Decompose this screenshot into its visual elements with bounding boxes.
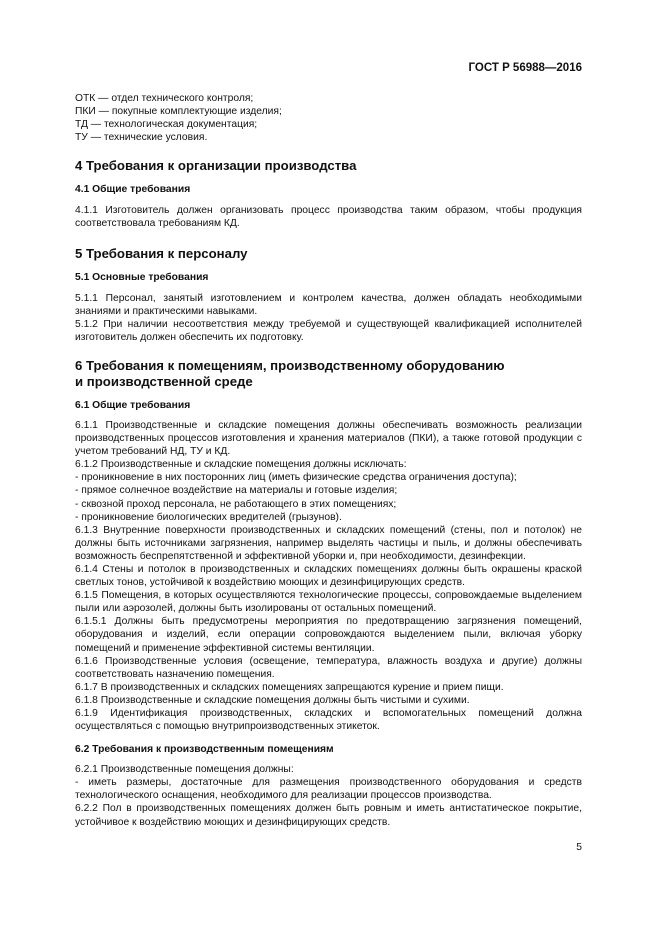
section-5-title: 5 Требования к персоналу xyxy=(75,245,248,261)
subsection-5-1-title: 5.1 Основные требования xyxy=(75,271,209,283)
list-item: - сквозной проход персонала, не работающего в этих помещениях; xyxy=(75,498,397,510)
abbreviation-item: ТД — технологическая документация; xyxy=(75,119,258,131)
standard-number: ГОСТ Р 56988—2016 xyxy=(468,62,582,74)
page-content xyxy=(75,92,582,829)
paragraph-5-1-1: 5.1.1 Персонал, занятый изготовлением и контролем качества, должен обладать необходимыми знаниями и практическими навыками. xyxy=(75,292,582,317)
abbreviation-item: ПКИ — покупные комплектующие изделия; xyxy=(75,106,282,118)
paragraph-6-1-6: 6.1.6 Производственные условия (освещение, температура, влажность воздуха и другие) должны соответствовать назначению помещения. xyxy=(75,655,582,680)
paragraph-6-1-1: 6.1.1 Производственные и складские помещения должны обеспечивать возможность реализации производственных процессов изготовления и хранения материалов (ПКИ), а также готовой продукции с учетом требований НД, ТУ и КД. xyxy=(75,419,582,458)
paragraph-6-1-5-1: 6.1.5.1 Должны быть предусмотрены мероприятия по предотвращению загрязнения помещений, оборудования и изделий, если операции сопровождаются выделением пыли, включая уборку помещений и применение эффективной системы вентиляции. xyxy=(75,616,582,654)
abbreviation-item: ОТК — отдел технического контроля; xyxy=(75,93,254,104)
list-item: - иметь размеры, достаточные для размещения производственного оборудования и средств технологического оснащения, необходимого для реализации процессов производства. xyxy=(75,777,582,802)
list-item: - прямое солнечное воздействие на материалы и готовые изделия; xyxy=(75,485,398,497)
paragraph-6-1-9: 6.1.9 Идентификация производственных, складских и вспомогательных помещений должна осуществляться с помощью внутрипроизводственных этикеток. xyxy=(75,708,582,733)
section-4-title: 4 Требования к организации производства xyxy=(75,158,357,174)
list-item: - проникновение в них посторонних лиц (иметь физические средства ограничения доступа); xyxy=(75,472,517,484)
paragraph-6-2-2: 6.2.2 Пол в производственных помещениях должен быть ровным и иметь антистатическое покрытие, устойчивое к воздействию моющих и дезинфицирующих средств. xyxy=(75,803,582,828)
paragraph-6-1-7: 6.1.7 В производственных и складских помещениях запрещаются курение и прием пищи. xyxy=(75,681,504,693)
paragraph-6-1-2: 6.1.2 Производственные и складские помещения должны исключать: xyxy=(75,459,407,471)
section-6-title-line1: 6 Требования к помещениям, производственному оборудованию xyxy=(75,357,505,373)
paragraph-4-1-1: 4.1.1 Изготовитель должен организовать процесс производства таким образом, чтобы продукция соответствовала требованиям КД. xyxy=(75,205,582,230)
section-6-title-line2: и производственной среде xyxy=(75,373,253,389)
paragraph-6-1-5: 6.1.5 Помещения, в которых осуществляются технологические процессы, сопровождаемые выделением пыли или аэрозолей, должны быть изолированы от остальных помещений. xyxy=(75,590,582,615)
page-number: 5 xyxy=(576,842,582,853)
paragraph-6-1-8: 6.1.8 Производственные и складские помещения должны быть чистыми и сухими. xyxy=(75,694,470,706)
paragraph-6-1-4: 6.1.4 Стены и потолок в производственных и складских помещениях должны быть окрашены краской светлых тонов, устойчивой к воздействию моющих и дезинфицирующих средств. xyxy=(75,563,582,589)
abbreviation-item: ТУ — технические условия. xyxy=(75,132,208,144)
paragraph-6-1-3: 6.1.3 Внутренние поверхности производственных и складских помещений (стены, пол и потолок) не должны быть источниками загрязнения, например выделять частицы и пыль, и должны обеспечивать возможность беспрепятственной и эффективной уборки и, при необходимости, дезинфекции. xyxy=(75,524,582,562)
subsection-6-1-title: 6.1 Общие требования xyxy=(75,399,191,411)
paragraph-5-1-2: 5.1.2 При наличии несоответствия между требуемой и существующей квалификацией исполнителей изготовитель должен обеспечить их подготовку. xyxy=(75,318,582,343)
list-item: - проникновение биологических вредителей (грызунов). xyxy=(75,511,342,523)
subsection-6-2-title: 6.2 Требования к производственным помещениям xyxy=(75,744,334,756)
subsection-4-1-title: 4.1 Общие требования xyxy=(75,184,191,196)
abbreviation-list xyxy=(75,92,582,144)
section-6-title xyxy=(75,358,582,390)
paragraph-6-2-1: 6.2.1 Производственные помещения должны: xyxy=(75,764,294,776)
